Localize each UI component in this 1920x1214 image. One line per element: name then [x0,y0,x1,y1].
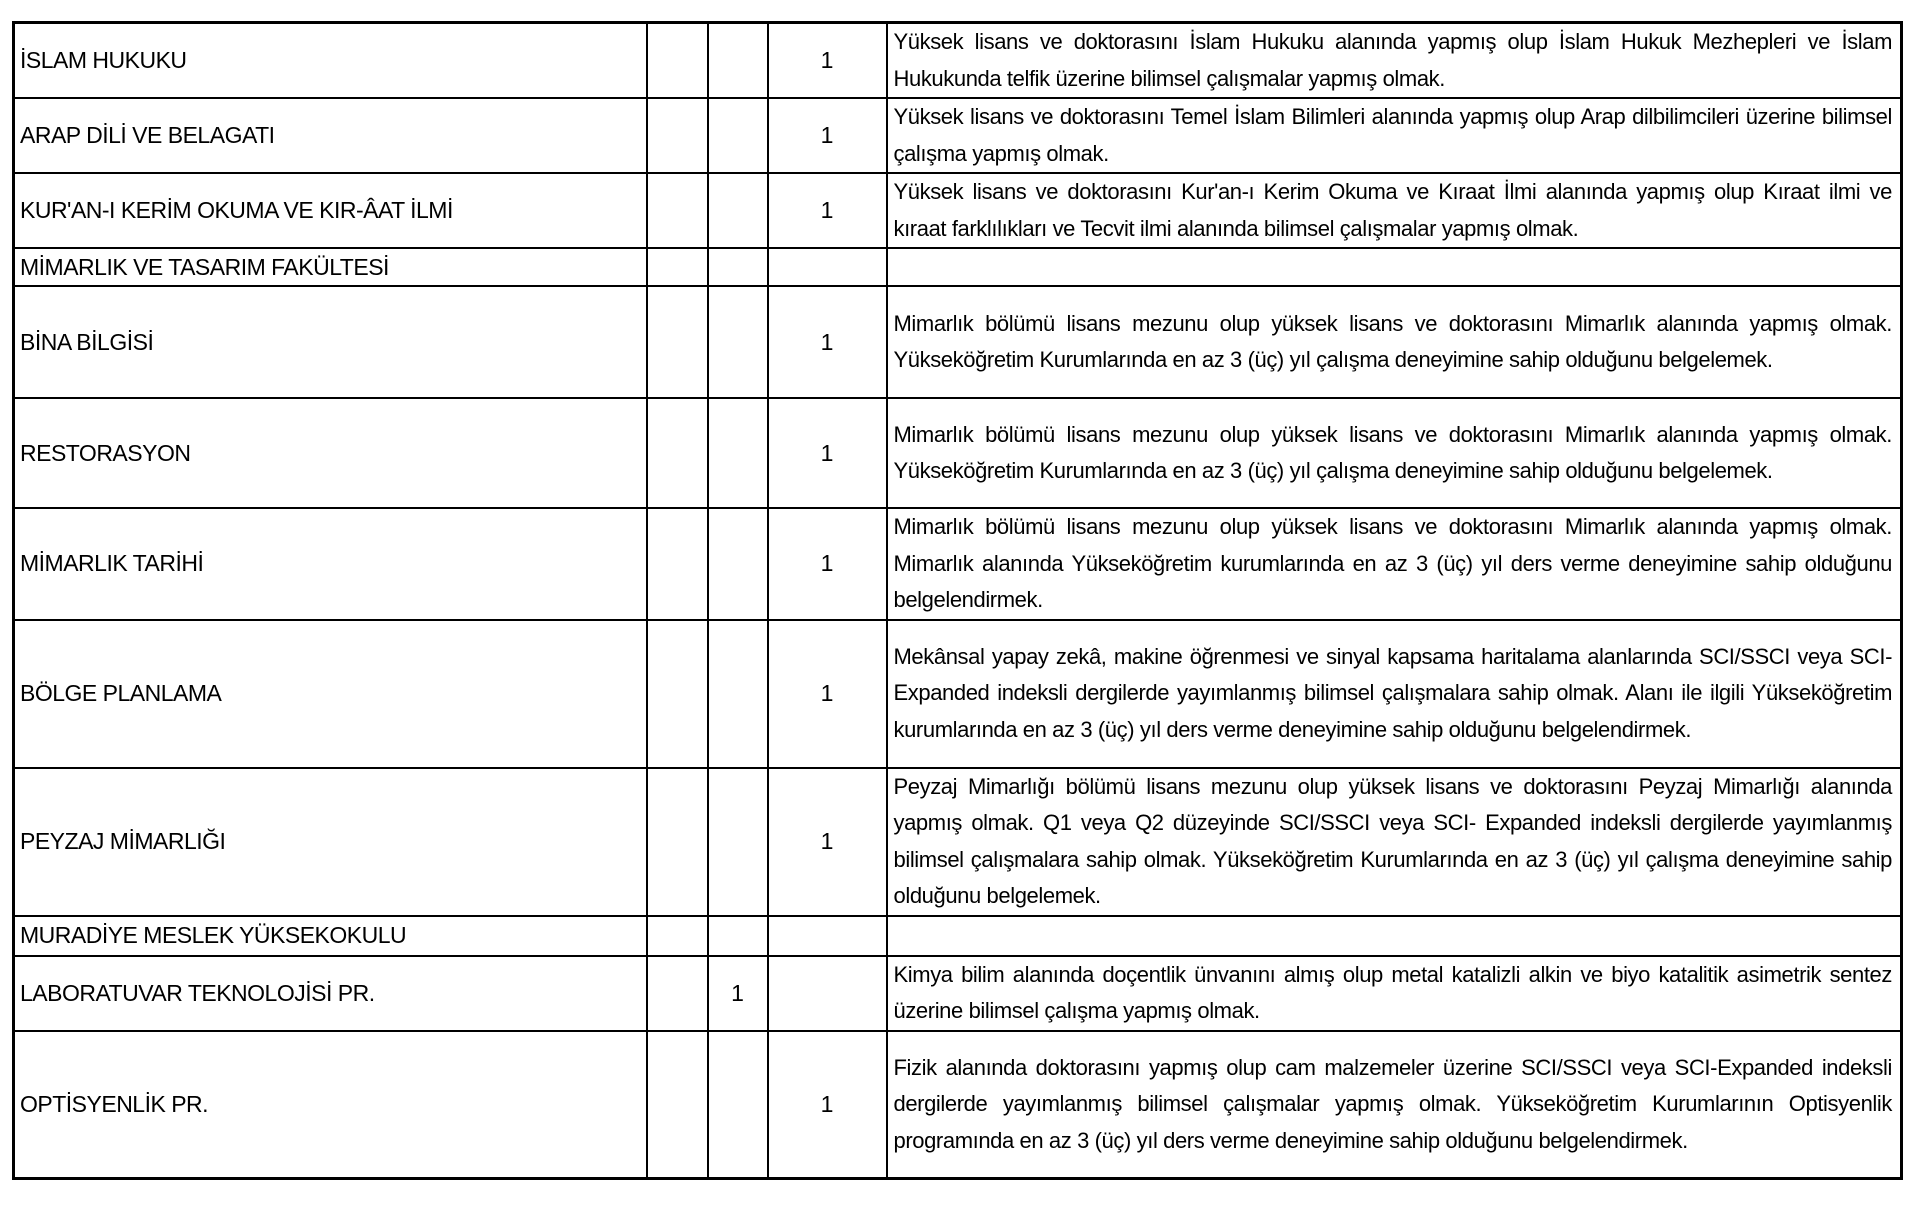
quota-cell-2 [708,98,768,173]
program-name-cell: BÖLGE PLANLAMA [14,620,647,768]
table-row [14,508,1902,620]
section-header-row [14,916,1902,956]
quota-cell-2 [708,620,768,768]
quota-cell-1 [647,248,708,286]
description-cell: Fizik alanında doktorasını yapmış olup cam malzemeler üzerine SCI/SSCI veya SCI-Expanded indeksli dergilerde yayımlanmış bilimsel çalışmalar yapmış olmak. Yükseköğretim Kurumlarının Optisyenlik programında en az 3 (üç) yıl ders verme deneyimine sahip olduğunu belgelendirmek. [887,1031,1902,1179]
table-row [14,173,1902,248]
quota-cell-2 [708,398,768,508]
quota-cell-3 [768,956,887,1031]
program-name-cell: BİNA BİLGİSİ [14,286,647,398]
description-cell: Yüksek lisans ve doktorasını İslam Hukuku alanında yapmış olup İslam Hukuk Mezhepleri ve İslam Hukukunda telfik üzerine bilimsel çalışmalar yapmış olmak. [887,23,1902,99]
program-name-cell: KUR'AN-I KERİM OKUMA VE KIR-ÂAT İLMİ [14,173,647,248]
quota-cell-3: 1 [768,286,887,398]
quota-cell-2: 1 [708,956,768,1031]
table-row [14,620,1902,768]
program-name-cell: RESTORASYON [14,398,647,508]
program-name-cell: OPTİSYENLİK PR. [14,1031,647,1179]
description-cell: Peyzaj Mimarlığı bölümü lisans mezunu olup yüksek lisans ve doktorasını Peyzaj Mimarlığı alanında yapmış olmak. Q1 veya Q2 düzeyinde SCI/SSCI veya SCI- Expanded indeksli dergilerde yayımlanmış bilimsel çalışmalara sahip olmak. Yükseköğretim Kurumlarında en az 3 (üç) yıl çalışma deneyimine sahip olduğunu belgelemek. [887,768,1902,916]
quota-cell-2 [708,508,768,620]
school-name-cell: MURADİYE MESLEK YÜKSEKOKULU [14,916,647,956]
quota-cell-3: 1 [768,173,887,248]
description-cell [887,916,1902,956]
description-cell: Mimarlık bölümü lisans mezunu olup yüksek lisans ve doktorasını Mimarlık alanında yapmış olmak. Mimarlık alanında Yükseköğretim kurumlarında en az 3 (üç) yıl ders verme deneyimine sahip olduğunu belgelendirmek. [887,508,1902,620]
quota-cell-3: 1 [768,508,887,620]
program-name-cell: ARAP DİLİ VE BELAGATI [14,98,647,173]
program-name-cell: PEYZAJ MİMARLIĞI [14,768,647,916]
quota-cell-2 [708,1031,768,1179]
table-row [14,768,1902,916]
quota-cell-1 [647,398,708,508]
table-row [14,956,1902,1031]
quota-cell-1 [647,1031,708,1179]
quota-cell-1 [647,23,708,99]
table-row [14,23,1902,99]
description-cell: Kimya bilim alanında doçentlik ünvanını almış olup metal katalizli alkin ve biyo katalitik asimetrik sentez üzerine bilimsel çalışma yapmış olmak. [887,956,1902,1031]
quota-cell-2 [708,23,768,99]
description-cell: Mimarlık bölümü lisans mezunu olup yüksek lisans ve doktorasını Mimarlık alanında yapmış olmak. Yükseköğretim Kurumlarında en az 3 (üç) yıl çalışma deneyimine sahip olduğunu belgelemek. [887,286,1902,398]
table-row [14,1031,1902,1179]
quota-cell-3 [768,248,887,286]
faculty-positions-table [12,21,1903,1180]
quota-cell-3: 1 [768,398,887,508]
quota-cell-1 [647,98,708,173]
quota-cell-1 [647,173,708,248]
faculty-name-cell: MİMARLIK VE TASARIM FAKÜLTESİ [14,248,647,286]
quota-cell-1 [647,956,708,1031]
quota-cell-1 [647,286,708,398]
program-name-cell: LABORATUVAR TEKNOLOJİSİ PR. [14,956,647,1031]
quota-cell-3: 1 [768,620,887,768]
quota-cell-2 [708,173,768,248]
quota-cell-1 [647,768,708,916]
quota-cell-3: 1 [768,768,887,916]
description-cell: Yüksek lisans ve doktorasını Kur'an-ı Kerim Okuma ve Kıraat İlmi alanında yapmış olup Kıraat ilmi ve kıraat farklılıkları ve Tecvit ilmi alanında bilimsel çalışmalar yapmış olmak. [887,173,1902,248]
quota-cell-2 [708,916,768,956]
quota-cell-2 [708,286,768,398]
quota-cell-1 [647,620,708,768]
description-cell: Mekânsal yapay zekâ, makine öğrenmesi ve sinyal kapsama haritalama alanlarında SCI/SSCI veya SCI-Expanded indeksli dergilerde yayımlanmış bilimsel çalışmalara sahip olmak. Alanı ile ilgili Yükseköğretim kurumlarında en az 3 (üç) yıl ders verme deneyimine sahip olduğunu belgelendirmek. [887,620,1902,768]
quota-cell-1 [647,916,708,956]
table-row [14,286,1902,398]
quota-cell-1 [647,508,708,620]
description-cell: Mimarlık bölümü lisans mezunu olup yüksek lisans ve doktorasını Mimarlık alanında yapmış olmak. Yükseköğretim Kurumlarında en az 3 (üç) yıl çalışma deneyimine sahip olduğunu belgelemek. [887,398,1902,508]
quota-cell-3: 1 [768,1031,887,1179]
table-row [14,398,1902,508]
description-cell: Yüksek lisans ve doktorasını Temel İslam Bilimleri alanında yapmış olup Arap dilbilimcileri üzerine bilimsel çalışma yapmış olmak. [887,98,1902,173]
section-header-row [14,248,1902,286]
program-name-cell: MİMARLIK TARİHİ [14,508,647,620]
table-row [14,98,1902,173]
quota-cell-3: 1 [768,98,887,173]
program-name-cell: İSLAM HUKUKU [14,23,647,99]
quota-cell-2 [708,768,768,916]
quota-cell-2 [708,248,768,286]
quota-cell-3 [768,916,887,956]
quota-cell-3: 1 [768,23,887,99]
description-cell [887,248,1902,286]
